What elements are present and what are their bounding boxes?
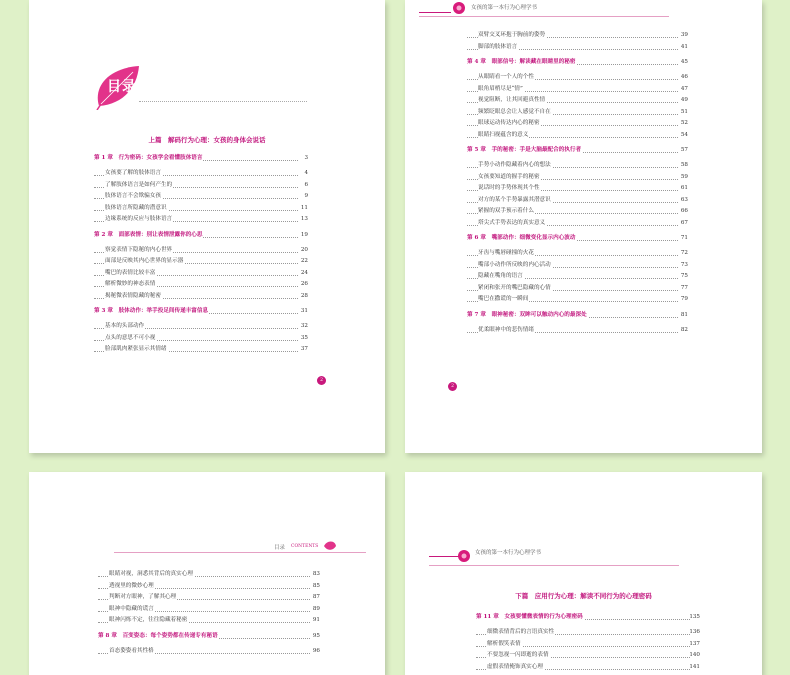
toc-entry-row[interactable] (94, 193, 308, 205)
entry-title: 女孩要了解的肢体语言 (105, 170, 161, 176)
entry-page-number: 58 (680, 162, 688, 168)
entry-page-number: 136 (689, 629, 700, 635)
entry-page-number: 35 (300, 334, 308, 341)
toc-chapter-row[interactable] (94, 232, 308, 247)
entry-page-number: 46 (680, 74, 688, 80)
toc-entry-row[interactable] (467, 120, 688, 132)
toc-entry-row[interactable] (94, 346, 308, 358)
entry-title: 手势小动作隐藏着内心的想法 (478, 162, 551, 168)
entry-title: 塔尖式手势表达的真实意义 (478, 219, 546, 226)
toc-entry-row[interactable] (467, 44, 688, 56)
entry-page-number: 59 (680, 173, 688, 180)
toc-entry-row[interactable] (94, 216, 308, 228)
entry-title: 嘴巴在撒谎的一瞬间 (478, 296, 529, 302)
header-rule (419, 12, 451, 13)
entry-page-number: 28 (300, 292, 308, 299)
entry-page-number: 140 (689, 652, 700, 658)
toc-entry-row[interactable] (467, 86, 688, 98)
entry-title: 细微表情背后的言语真实性 (487, 629, 555, 635)
toc-page-3 (29, 472, 385, 675)
toc-entry-row[interactable] (98, 583, 320, 595)
entry-page-number: 45 (680, 59, 688, 65)
entry-title: 虚假表情掩饰真实心理 (487, 663, 543, 670)
toc-chapter-row[interactable] (467, 59, 688, 74)
entry-page-number: 54 (680, 131, 688, 138)
entry-page-number: 19 (300, 231, 308, 238)
entry-page-number: 32 (300, 323, 308, 329)
part-title: 上篇 解码行为心理：女孩的身体会说话 (148, 136, 266, 144)
toc-list (476, 614, 700, 675)
flower-icon (455, 548, 473, 564)
entry-page-number: 135 (689, 614, 700, 620)
toc-list (98, 571, 320, 659)
toc-chapter-row[interactable] (94, 155, 308, 170)
header-underline (429, 565, 679, 566)
entry-page-number: 67 (680, 219, 688, 226)
entry-title: 眼神闪烁不定，往往隐藏着秘密 (109, 617, 188, 623)
toc-entry-row[interactable] (467, 109, 688, 121)
entry-title: 眼角眉梢尽是“情” (478, 85, 523, 92)
entry-title: 眼睛对视，洞悉其背后的真实心理 (109, 571, 193, 577)
entry-page-number: 49 (680, 97, 688, 103)
entry-title: 解析假笑表情 (487, 640, 521, 647)
entry-page-number: 3 (304, 155, 308, 161)
entry-page-number: 52 (680, 120, 688, 126)
entry-title: 视觉阻断，让其回避真性情 (478, 97, 546, 103)
entry-title: 了解肢体语言是如何产生的 (105, 181, 173, 188)
toc-entry-row[interactable] (98, 606, 320, 618)
page-number: 2 (317, 376, 326, 385)
toc-entry-row[interactable] (476, 652, 700, 664)
entry-title: 判断对方眼神，了解其心理 (109, 594, 177, 600)
running-header: 女孩的第一本行为心理学书 (471, 5, 538, 11)
entry-title: 不要忽视一闪即逝的表情 (487, 652, 549, 658)
entry-title: 肢体语言不会欺骗女孩 (105, 193, 161, 199)
toc-entry-row[interactable] (467, 197, 688, 209)
toc-page-4 (405, 472, 762, 675)
toc-entry-row[interactable] (467, 296, 688, 308)
running-header-contents: CONTENTS (291, 544, 319, 549)
toc-entry-row[interactable] (94, 258, 308, 270)
entry-title: 眼神中隐藏的谎言 (109, 605, 154, 612)
entry-page-number: 41 (680, 43, 688, 50)
toc-entry-row[interactable] (467, 262, 688, 274)
part-title: 下篇 应用行为心理：解读不同行为的心理密码 (515, 592, 652, 600)
toc-entry-row[interactable] (467, 185, 688, 197)
entry-page-number: 137 (689, 640, 700, 647)
header-underline (114, 552, 366, 553)
page-number: 2 (448, 382, 457, 391)
toc-entry-row[interactable] (94, 247, 308, 259)
chapter-title: 第 8 章 百变姿态：每个姿势都在传递专有秘语 (98, 632, 218, 639)
entry-title: 脸部肌肉紧张显示其情绪 (105, 346, 167, 352)
entry-title: 女孩要知道的握手的秘密 (478, 173, 540, 180)
chapter-title: 第 7 章 眼神秘密：双眸可以触动内心的最深处 (467, 311, 587, 318)
entry-page-number: 63 (680, 196, 688, 203)
header-underline (419, 16, 669, 17)
entry-title: 隐藏在嘴角的语言 (478, 273, 523, 279)
toc-list (467, 32, 688, 338)
heading-rule (139, 101, 307, 102)
entry-title: 首态姿姿看其性格 (109, 647, 154, 654)
entry-title: 眼球运动传达内心的秘密 (478, 120, 540, 126)
entry-title: 双臂交叉环抱于胸前的姿势 (478, 32, 546, 38)
toc-entry-row[interactable] (467, 250, 688, 262)
toc-entry-row[interactable] (98, 648, 320, 660)
entry-page-number: 31 (300, 308, 308, 314)
entry-page-number: 83 (312, 571, 320, 577)
entry-page-number: 51 (680, 108, 688, 115)
entry-page-number: 85 (312, 582, 320, 589)
toc-entry-row[interactable] (94, 335, 308, 347)
chapter-title: 第 11 章 女孩要懂微表情的行为心理密码 (476, 614, 583, 620)
entry-page-number: 72 (680, 250, 688, 256)
chapter-title: 第 1 章 行为密码：女孩学会看懂肢体语言 (94, 155, 203, 161)
toc-entry-row[interactable] (94, 270, 308, 282)
chapter-title: 第 6 章 嘴部动作：细微变化显示内心波动 (467, 235, 576, 241)
entry-title: 揭秘微表情隐藏的秘密 (105, 292, 161, 299)
entry-page-number: 20 (300, 246, 308, 253)
toc-page-2 (405, 0, 762, 453)
running-header: 女孩的第一本行为心理学书 (475, 550, 542, 556)
toc-chapter-row[interactable] (98, 633, 320, 648)
entry-page-number: 89 (312, 605, 320, 612)
entry-page-number: 13 (300, 216, 308, 222)
entry-page-number: 141 (689, 663, 700, 670)
flower-icon (323, 540, 337, 552)
chapter-title: 第 4 章 眼部信号：解读藏在眼睛里的秘密 (467, 59, 576, 65)
entry-title: 基本的头部动作 (105, 323, 145, 329)
toc-entry-row[interactable] (98, 594, 320, 606)
entry-page-number: 77 (680, 284, 688, 291)
entry-page-number: 73 (680, 261, 688, 268)
entry-page-number: 66 (680, 208, 688, 214)
entry-page-number: 95 (312, 632, 320, 639)
toc-entry-row[interactable] (467, 97, 688, 109)
entry-title: 说话时的手势体现其个性 (478, 185, 540, 191)
toc-chapter-row[interactable] (467, 235, 688, 250)
entry-page-number: 96 (312, 647, 320, 654)
entry-page-number: 4 (304, 170, 308, 176)
entry-title: 频繁眨眼总会让人感觉不自在 (478, 108, 551, 115)
toc-entry-row[interactable] (94, 182, 308, 194)
entry-page-number: 61 (680, 185, 688, 191)
entry-page-number: 47 (680, 85, 688, 92)
entry-page-number: 79 (680, 296, 688, 302)
entry-page-number: 11 (300, 204, 308, 211)
entry-title: 透视里的微妙心理 (109, 582, 154, 589)
toc-chapter-row[interactable] (476, 614, 700, 629)
toc-heading: 目录 (107, 79, 137, 95)
toc-entry-row[interactable] (476, 664, 700, 675)
entry-page-number: 71 (680, 235, 688, 241)
toc-chapter-row[interactable] (467, 312, 688, 327)
entry-title: 边缘系统的反应与肢体语言 (105, 216, 173, 222)
toc-list (94, 155, 308, 358)
entry-page-number: 57 (680, 147, 688, 153)
entry-title: 紧握的双手预示着什么 (478, 208, 534, 214)
entry-page-number: 24 (300, 269, 308, 276)
toc-entry-row[interactable] (98, 571, 320, 583)
entry-title: 牙齿与嘴唇碰撞的火花 (478, 250, 534, 256)
toc-entry-row[interactable] (94, 281, 308, 293)
entry-title: 从眼睛看一个人的个性 (478, 74, 534, 80)
toc-page-1 (29, 0, 385, 453)
toc-entry-row[interactable] (467, 327, 688, 339)
entry-title: 点头的意思不可小视 (105, 334, 156, 341)
toc-entry-row[interactable] (476, 629, 700, 641)
entry-page-number: 6 (304, 181, 308, 188)
entry-title: 嘴部小动作所反映的内心活动 (478, 261, 551, 268)
entry-page-number: 39 (680, 32, 688, 38)
entry-title: 面部是反映其内心世界的显示器 (105, 258, 184, 264)
entry-page-number: 82 (680, 326, 688, 333)
toc-entry-row[interactable] (467, 273, 688, 285)
entry-title: 脚部的肢体语言 (478, 43, 518, 50)
toc-entry-row[interactable] (467, 220, 688, 232)
entry-title: 解析微妙的神态表情 (105, 281, 156, 287)
entry-title: 紧闭和张开的嘴巴隐藏的心情 (478, 284, 551, 291)
toc-entry-row[interactable] (94, 293, 308, 305)
entry-page-number: 87 (312, 594, 320, 600)
toc-entry-row[interactable] (467, 132, 688, 144)
entry-page-number: 75 (680, 273, 688, 279)
entry-title: 察觉表情下隐秘的内心世界 (105, 246, 173, 253)
entry-page-number: 22 (300, 258, 308, 264)
chapter-title: 第 5 章 手的秘密：手是大脑最配合的执行者 (467, 147, 582, 153)
entry-title: 肢体语言所隐藏的潜意识 (105, 204, 167, 211)
toc-entry-row[interactable] (467, 285, 688, 297)
entry-title: 对方的某个手势暴露其潜意识 (478, 196, 551, 203)
toc-entry-row[interactable] (94, 205, 308, 217)
entry-page-number: 26 (300, 281, 308, 287)
chapter-title: 第 2 章 面部表情：别让表情泄露你的心思 (94, 231, 203, 238)
running-header-mulu: 目录 (274, 545, 286, 551)
toc-entry-row[interactable] (467, 74, 688, 86)
entry-page-number: 37 (300, 346, 308, 352)
toc-entry-row[interactable] (467, 32, 688, 44)
entry-title: 优柔眼神中的悲伤情绪 (478, 326, 534, 333)
entry-page-number: 81 (680, 311, 688, 318)
entry-page-number: 91 (312, 617, 320, 623)
chapter-title: 第 3 章 肢体动作：举手投足间传递丰富信息 (94, 308, 209, 314)
toc-chapter-row[interactable] (94, 308, 308, 323)
toc-entry-row[interactable] (467, 162, 688, 174)
toc-entry-row[interactable] (467, 208, 688, 220)
entry-page-number: 9 (304, 193, 308, 199)
toc-entry-row[interactable] (94, 170, 308, 182)
toc-entry-row[interactable] (94, 323, 308, 335)
toc-chapter-row[interactable] (467, 147, 688, 162)
entry-title: 嘴巴的表情比较丰富 (105, 269, 156, 276)
toc-entry-row[interactable] (98, 617, 320, 629)
toc-entry-row[interactable] (467, 174, 688, 186)
toc-entry-row[interactable] (476, 641, 700, 653)
entry-title: 眼睛扫视蕴含的意义 (478, 131, 529, 138)
